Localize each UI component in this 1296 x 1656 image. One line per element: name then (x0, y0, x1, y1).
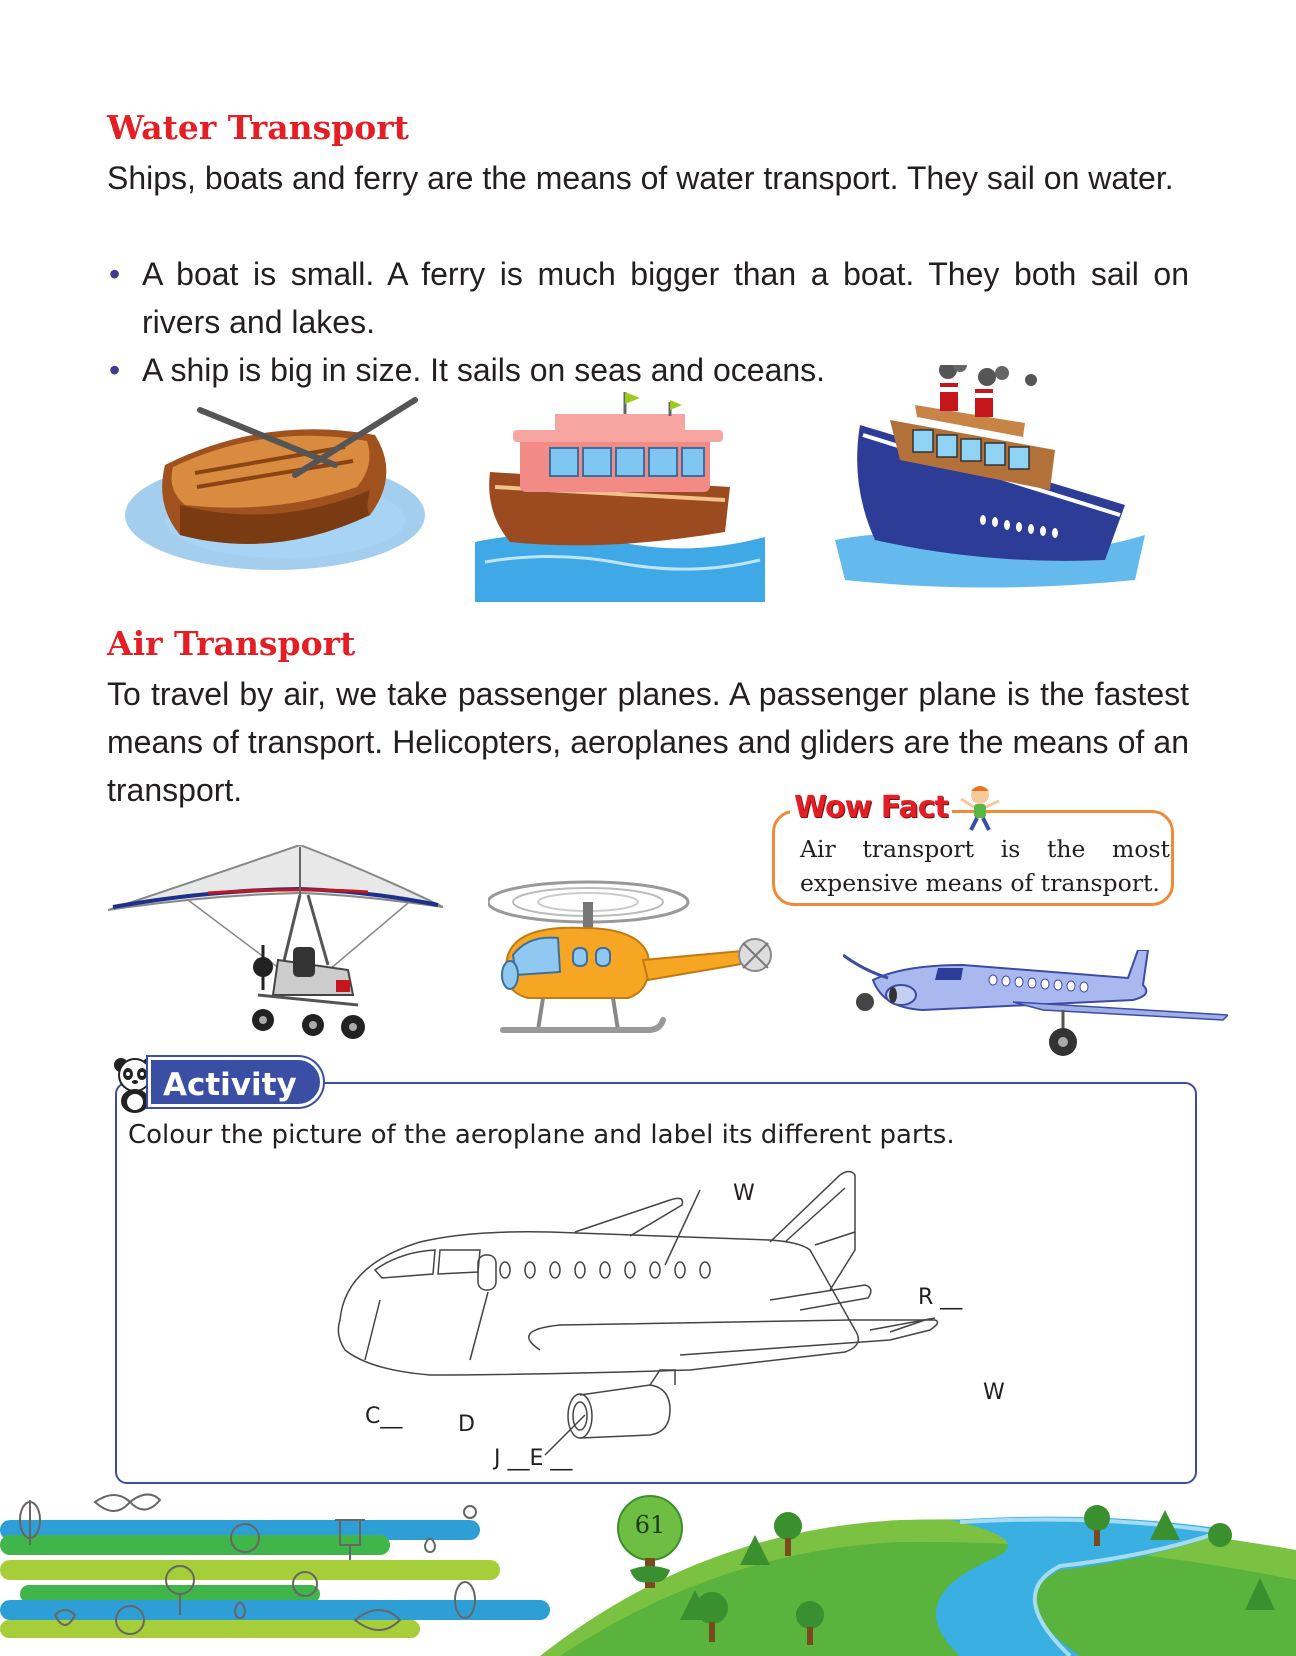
label-cockpit: C__ (365, 1404, 403, 1429)
bullet-ship: • A ship is big in size. It sails on seas and oceans. (107, 346, 1189, 394)
air-transport-intro: To travel by air, we take passenger planes. A passenger plane is the fastest means of transport. Helicopters, aeroplanes and gliders are the means of an transport. (107, 676, 1189, 808)
label-door: D (458, 1412, 475, 1437)
wow-fact-text: Air transport is the most expensive means of transport. (800, 835, 1170, 897)
stripe-lime-1 (0, 1560, 500, 1580)
activity-instruction: Colour the picture of the aeroplane and label its different parts. (128, 1120, 955, 1150)
water-transport-intro: Ships, boats and ferry are the means of water transport. They sail on water. (107, 160, 1174, 196)
page-number: 61 (634, 1511, 666, 1539)
drop-icon (425, 1539, 435, 1553)
leaf-icon (95, 1495, 130, 1511)
aeroplane-image (843, 950, 1228, 1065)
wow-fact-title: Wow Fact (790, 790, 952, 825)
activity-tag: Activity (148, 1057, 323, 1107)
rowing-boat-image (125, 395, 435, 585)
ferry-image (475, 392, 765, 602)
boy-character-icon (955, 783, 1005, 833)
air-transport-heading: Air Transport (107, 624, 356, 663)
water-transport-heading: Water Transport (107, 108, 409, 147)
helicopter-image (488, 880, 773, 1055)
bullet-boat-ferry: • A boat is small. A ferry is much bigger than a boat. They both sail on rivers and lakes. (107, 250, 1189, 346)
stripe-green-1 (0, 1535, 390, 1555)
aeroplane-outline-drawing[interactable] (330, 1170, 950, 1470)
label-wing: W (983, 1380, 1005, 1405)
label-rudder: R __ (918, 1285, 963, 1310)
glider-image (108, 845, 443, 1045)
ship-image (835, 365, 1145, 595)
label-window-top: W (733, 1181, 755, 1206)
label-jet-engine: J __E __ (494, 1446, 573, 1471)
